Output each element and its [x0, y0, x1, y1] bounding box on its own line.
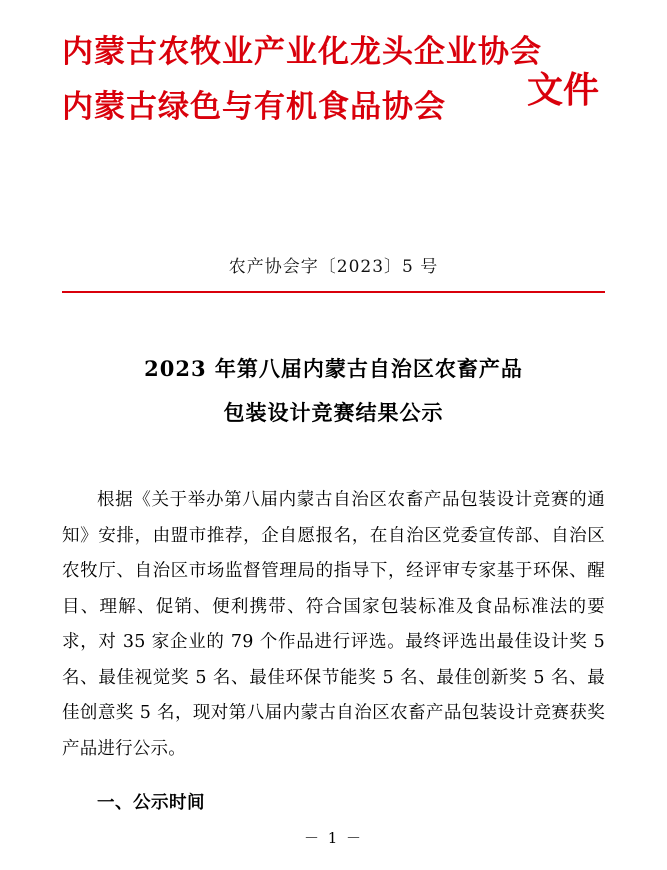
red-divider-rule [62, 291, 605, 293]
letterhead-org-line-2: 内蒙古绿色与有机食品协会 [62, 89, 446, 126]
document-title [62, 347, 605, 435]
document-body [62, 483, 605, 814]
letterhead-org-line-1: 内蒙古农牧业产业化龙头企业协会 [62, 34, 542, 70]
title-line-1: 2023 年第八届内蒙古自治区农畜产品 [144, 356, 523, 381]
section-heading-publicity-period: 一、公示时间 [97, 793, 205, 814]
body-paragraph-1: 根据《关于举办第八届内蒙古自治区农畜产品包装设计竞赛的通知》安排，由盟市推荐，企自愿报名，在自治区党委宣传部、自治区农牧厅、自治区市场监督管理局的指导下，经评审专家基于环保、醒目、理解、促销、便利携带、符合国家包装标准及食品标准法的要求，对 35 家企业的 79 个作品进行评选。最终评选出最佳设计奖 5 名、最佳视觉奖 5 名、最佳环保节能奖 5 名、最佳创新奖 5 名、最佳创意奖 5 名，现对第八届内蒙古自治区农畜产品包装设计竞赛获奖产品进行公示。 [62, 490, 605, 759]
page-number: － 1 － [303, 829, 364, 847]
letterhead [62, 0, 605, 208]
title-line-2: 包装设计竞赛结果公示 [223, 400, 444, 426]
letterhead-document-mark: 文件 [526, 69, 599, 111]
document-number: 农产协会字〔2023〕5 号 [228, 257, 439, 277]
